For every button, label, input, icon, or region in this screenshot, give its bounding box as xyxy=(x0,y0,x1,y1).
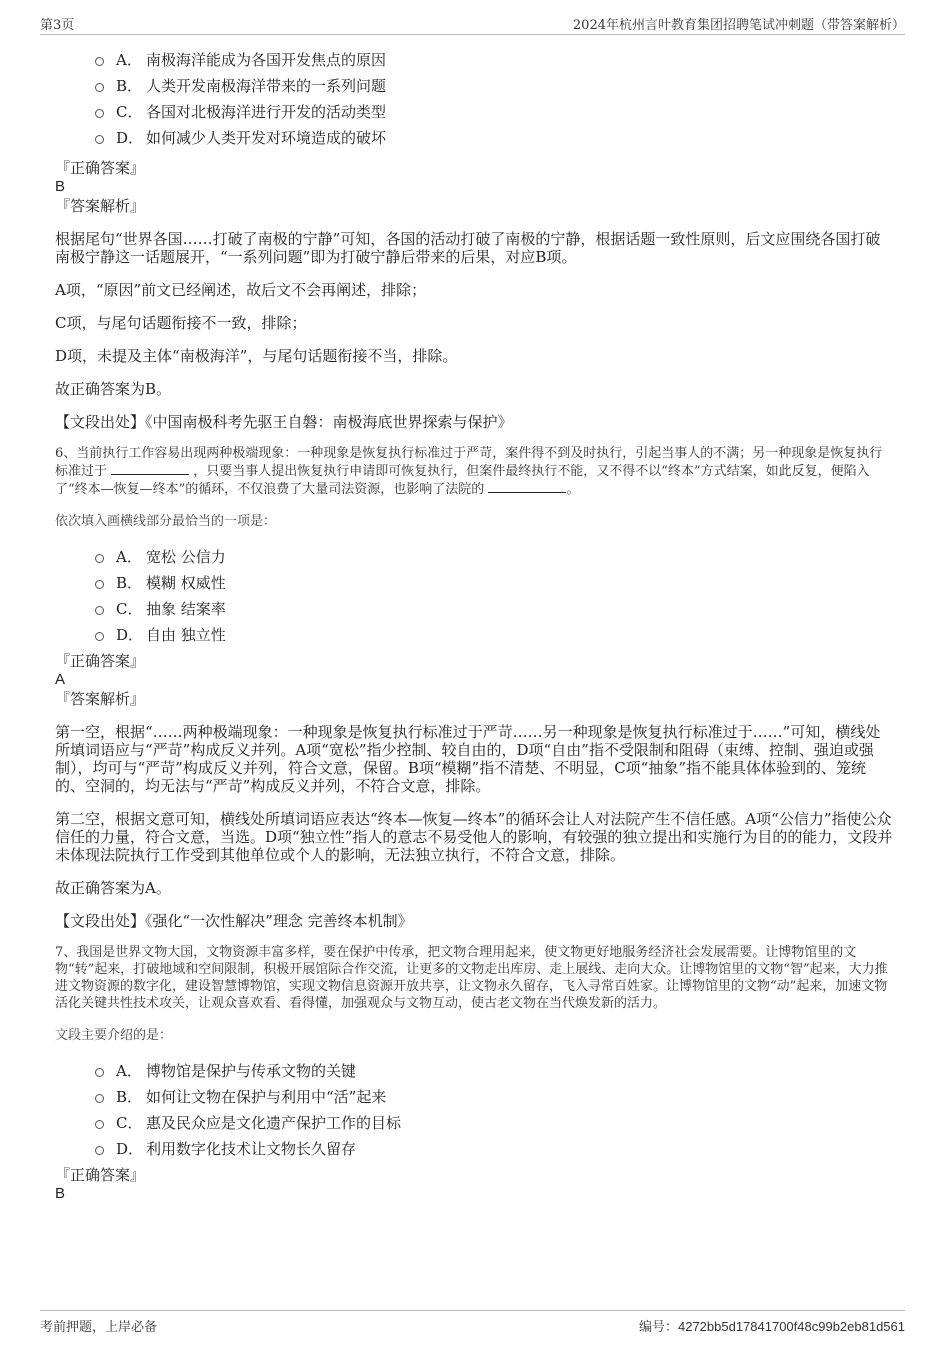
fill-blank xyxy=(488,480,566,493)
q7-options xyxy=(55,1057,895,1161)
radio-icon[interactable] xyxy=(95,632,104,641)
answer-value: A xyxy=(55,671,66,688)
q5-option-a[interactable]: A． 南极海洋能成为各国开发焦点的原因 xyxy=(95,46,895,72)
q6-option-d[interactable]: D． 自由 独立性 xyxy=(95,621,895,647)
footer-slogan: 考前押题，上岸必备 xyxy=(40,1320,158,1335)
radio-icon[interactable] xyxy=(95,554,104,563)
radio-icon[interactable] xyxy=(95,1146,104,1155)
question-stem: 7、我国是世界文物大国，文物资源丰富多样，要在保护中传承，把文物合理用起来，使文物更好地服务经济社会发展需要。让博物馆里的文物“转”起来，打破地域和空间限制，积极开展馆际合作交流，让更多的文物走出库房、走上展线、走向大众。让博物馆里的文物“智”起来，大力推进文物资源的数字化，建设智慧博物馆，实现文物信息资源开放共享，让文物永久留存，飞入寻常百姓家。让博物馆里的文物“动”起来，加速文物活化关键共性技术攻关，让观众喜欢看、看得懂，加强观众与文物互动，使古老文物在当代焕发新的活力。 xyxy=(55,945,888,1011)
radio-icon[interactable] xyxy=(95,109,104,118)
radio-icon[interactable] xyxy=(95,1068,104,1077)
source-citation: 【文段出处】《中国南极科考先驱王自磐：南极海底世界探索与保护》 xyxy=(55,413,513,431)
q7-option-b[interactable]: B． 如何让文物在保护与利用中“活”起来 xyxy=(95,1083,895,1109)
analysis-paragraph: C项，与尾句话题衔接不一致，排除； xyxy=(55,314,307,332)
radio-icon[interactable] xyxy=(95,57,104,66)
page-footer xyxy=(40,1310,905,1335)
answer-value: B xyxy=(55,1185,66,1202)
radio-icon[interactable] xyxy=(95,580,104,589)
q6-options xyxy=(55,543,895,647)
radio-icon[interactable] xyxy=(95,135,104,144)
document-title: 2024年杭州言叶教育集团招聘笔试冲刺题（带答案解析） xyxy=(572,18,905,33)
source-citation: 【文段出处】《强化“一次性解决”理念 完善终本机制》 xyxy=(55,912,413,930)
analysis-label: 『答案解析』 xyxy=(55,690,146,708)
question-stem: 6、当前执行工作容易出现两种极端现象：一种现象是恢复执行标准过于严苛，案件得不到及时执行，引起当事人的不满；另一种现象是恢复执行标准过于 ，只要当事人提出恢复执行申请即可恢复执行，但案件最终执行不能，又不得不以“终本”方式结案，如此反复，便陷入了“终本—恢复—终本”的循环，不仅浪费了大量司法资源，也影响了法院的 。 xyxy=(55,446,883,497)
q6-option-a[interactable]: A． 宽松 公信力 xyxy=(95,543,895,569)
analysis-paragraph: 故正确答案为A。 xyxy=(55,879,171,897)
radio-icon[interactable] xyxy=(95,1120,104,1129)
analysis-paragraph: 故正确答案为B。 xyxy=(55,380,172,398)
analysis-paragraph: 根据尾句“世界各国……打破了南极的宁静”可知，各国的活动打破了南极的宁静，根据话题一致性原则，后文应围绕各国打破南极宁静这一话题展开，“一系列问题”即为打破宁静后带来的后果，对应B项。 xyxy=(55,230,881,266)
q7-option-d[interactable]: D． 利用数字化技术让文物长久留存 xyxy=(95,1135,895,1161)
answer-value: B xyxy=(55,178,66,195)
answer-label: 『正确答案』 xyxy=(55,1166,146,1184)
q5-option-d[interactable]: D． 如何减少人类开发对环境造成的破坏 xyxy=(95,124,895,150)
document-code: 编号：4272bb5d17841700f48c99b2eb81d561 xyxy=(638,1319,905,1334)
analysis-paragraph: A项，“原因”前文已经阐述，故后文不会再阐述，排除； xyxy=(55,281,427,299)
answer-label: 『正确答案』 xyxy=(55,652,146,670)
analysis-label: 『答案解析』 xyxy=(55,197,146,215)
radio-icon[interactable] xyxy=(95,83,104,92)
page-number: 第3页 xyxy=(40,18,75,33)
q5-option-b[interactable]: B． 人类开发南极海洋带来的一系列问题 xyxy=(95,72,895,98)
answer-label: 『正确答案』 xyxy=(55,159,146,177)
q6-option-b[interactable]: B． 模糊 权威性 xyxy=(95,569,895,595)
radio-icon[interactable] xyxy=(95,1094,104,1103)
q7-option-a[interactable]: A． 博物馆是保护与传承文物的关键 xyxy=(95,1057,895,1083)
question-prompt: 文段主要介绍的是： xyxy=(55,1028,173,1043)
radio-icon[interactable] xyxy=(95,606,104,615)
q5-option-c[interactable]: C． 各国对北极海洋进行开发的活动类型 xyxy=(95,98,895,124)
question-prompt: 依次填入画横线部分最恰当的一项是： xyxy=(55,514,277,529)
q6-option-c[interactable]: C． 抽象 结案率 xyxy=(95,595,895,621)
analysis-paragraph: D项，未提及主体“南极海洋”，与尾句话题衔接不当，排除。 xyxy=(55,347,458,365)
document-content xyxy=(55,40,895,1203)
fill-blank xyxy=(111,462,189,475)
analysis-paragraph: 第二空，根据文意可知，横线处所填词语应表达“终本—恢复—终本”的循环会让人对法院产生不信任感。A项“公信力”指使公众信任的力量，符合文意，当选。D项“独立性”指人的意志不易受他人的影响，有较强的独立提出和实施行为目的的能力，文段并未体现法院执行工作受到其他单位或个人的影响，无法独立执行，不符合文意，排除。 xyxy=(55,810,893,864)
q5-options xyxy=(55,46,895,150)
q7-option-c[interactable]: C． 惠及民众应是文化遗产保护工作的目标 xyxy=(95,1109,895,1135)
page-header xyxy=(40,12,905,35)
analysis-paragraph: 第一空，根据“……两种极端现象：一种现象是恢复执行标准过于严苛……另一种现象是恢复执行标准过于……”可知，横线处所填词语应与“严苛”构成反义并列。A项“宽松”指少控制、较自由的，D项“自由”指不受限制和阻碍（束缚、控制、强迫或强制），均可与“严苛”构成反义并列，符合文意，保留。B项“模糊”指不清楚、不明显，C项“抽象”指不能具体体验到的、笼统的、空洞的，均无法与“严苛”构成反义并列，不符合文意，排除。 xyxy=(55,723,881,795)
